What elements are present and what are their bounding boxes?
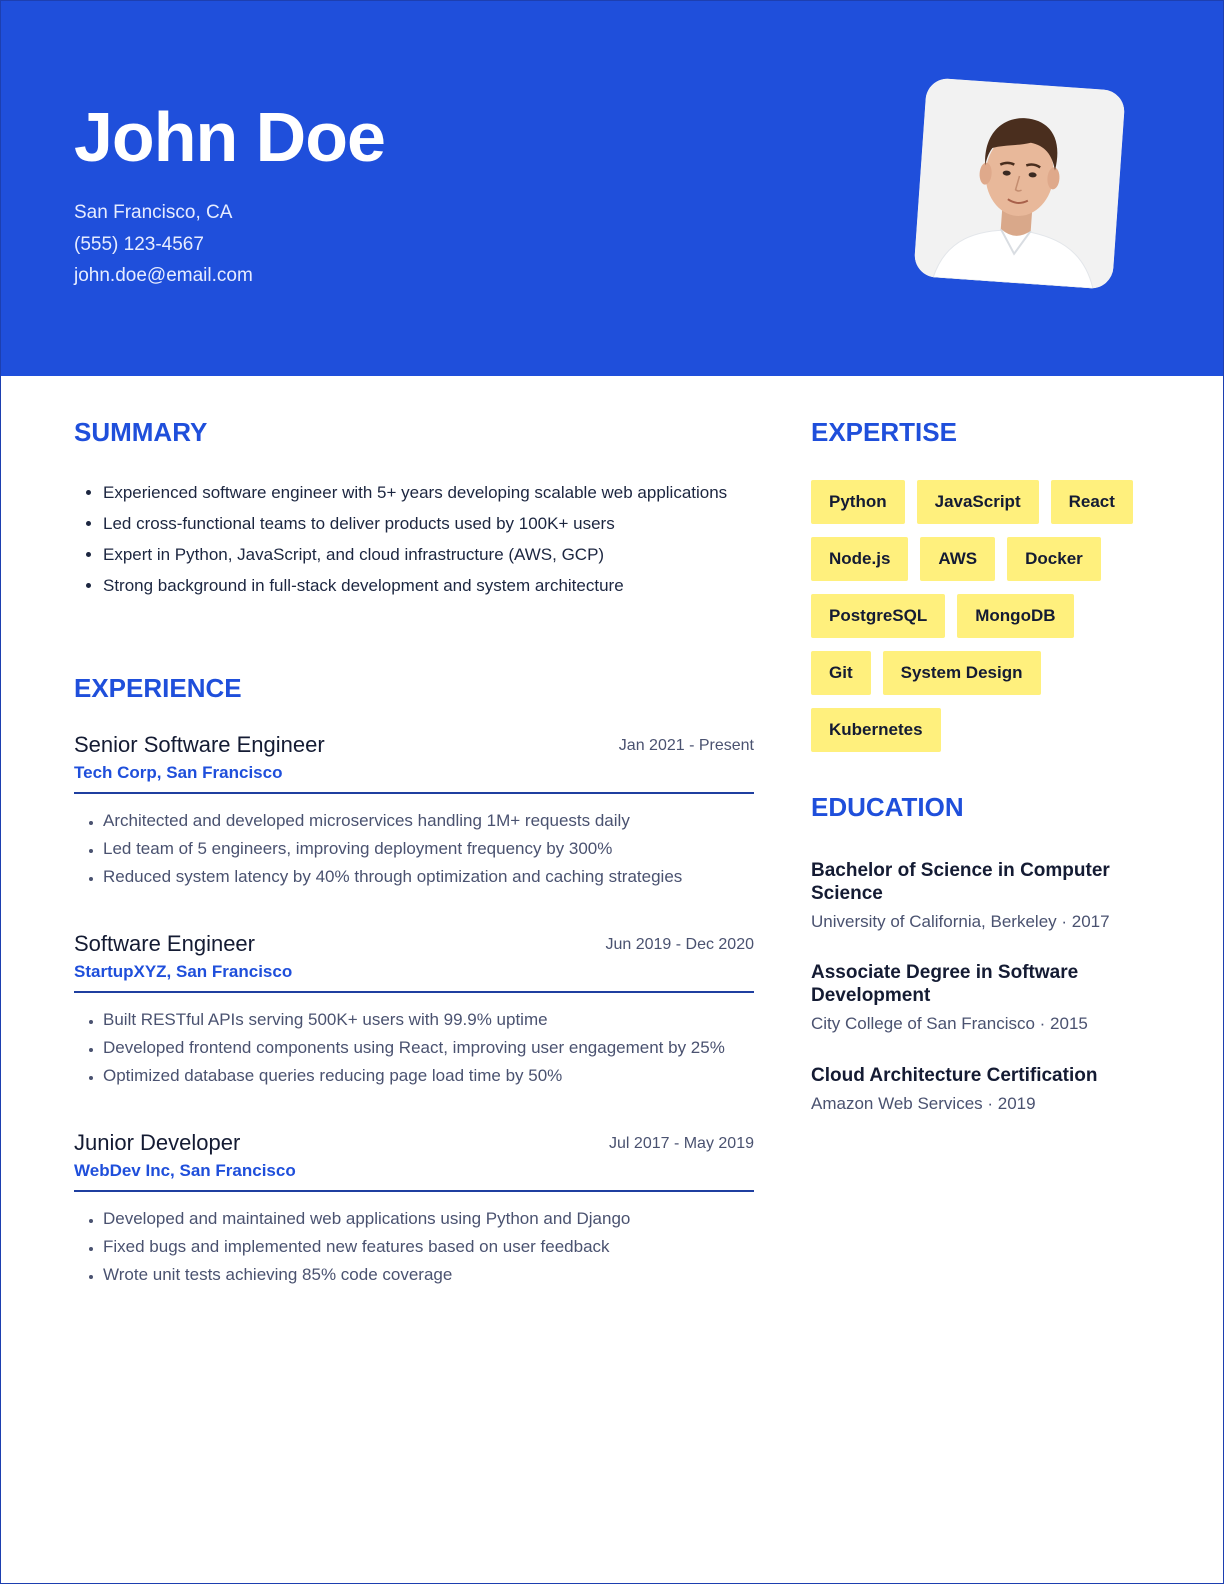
- skill-tag: Git: [811, 651, 871, 695]
- skill-tag: System Design: [883, 651, 1041, 695]
- list-item: • Developed frontend components using React, improving user engagement by 25%: [103, 1034, 754, 1062]
- list-item: • Experienced software engineer with 5+ years developing scalable web applications: [103, 477, 783, 508]
- skill-tag: JavaScript: [917, 480, 1039, 524]
- skill-tag: Docker: [1007, 537, 1101, 581]
- job-dates: Jun 2019 - Dec 2020: [605, 936, 754, 953]
- education-heading: EDUCATION: [811, 792, 964, 822]
- skill-tags: [811, 480, 1171, 765]
- skill-tag: Kubernetes: [811, 708, 941, 752]
- email-text: john.doe@email.com: [74, 265, 253, 286]
- job-title: Software Engineer: [74, 931, 255, 956]
- list-item: • Strong background in full-stack development and system architecture: [103, 570, 783, 601]
- job-dates: Jul 2017 - May 2019: [609, 1135, 754, 1152]
- experience-heading: EXPERIENCE: [74, 673, 242, 703]
- job-entry: [74, 931, 754, 1090]
- degree-title: Associate Degree in Software Development: [811, 962, 1079, 1006]
- summary-list: [74, 477, 783, 601]
- tag-row: [811, 708, 1171, 752]
- list-item: • Expert in Python, JavaScript, and cloud infrastructure (AWS, GCP): [103, 539, 783, 570]
- list-item: • Optimized database queries reducing page load time by 50%: [103, 1062, 754, 1090]
- job-dates: Jan 2021 - Present: [618, 737, 754, 754]
- header-banner: [1, 1, 1223, 376]
- institution-year: City College of San Francisco · 2015: [811, 1014, 1088, 1033]
- location-text: San Francisco, CA: [74, 202, 233, 223]
- job-entry: [74, 732, 754, 891]
- list-item: • Led cross-functional teams to deliver products used by 100K+ users: [103, 508, 783, 539]
- divider: [74, 1190, 754, 1192]
- skill-tag: PostgreSQL: [811, 594, 945, 638]
- profile-photo: [913, 77, 1125, 289]
- job-bullets: [74, 807, 754, 891]
- skill-tag: Node.js: [811, 537, 908, 581]
- education-entry: [811, 961, 1171, 1034]
- list-item: • Fixed bugs and implemented new features based on user feedback: [103, 1233, 754, 1261]
- tag-row: [811, 651, 1171, 695]
- list-item: • Wrote unit tests achieving 85% code coverage: [103, 1261, 754, 1289]
- skill-tag: AWS: [920, 537, 995, 581]
- divider: [74, 792, 754, 794]
- job-company: Tech Corp, San Francisco: [74, 763, 283, 782]
- skill-tag: MongoDB: [957, 594, 1073, 638]
- education-entry: [811, 1064, 1171, 1114]
- list-item: • Led team of 5 engineers, improving deployment frequency by 300%: [103, 835, 754, 863]
- institution-year: University of California, Berkeley · 2017: [811, 912, 1110, 931]
- expertise-heading: EXPERTISE: [811, 417, 957, 447]
- phone-text: (555) 123-4567: [74, 233, 204, 255]
- degree-title: Cloud Architecture Certification: [811, 1065, 1098, 1086]
- education-entry: [811, 859, 1171, 932]
- tag-row: [811, 537, 1171, 581]
- avatar-portrait-icon: [913, 77, 1125, 289]
- institution-year: Amazon Web Services · 2019: [811, 1094, 1036, 1113]
- tag-row: [811, 594, 1171, 638]
- job-company: WebDev Inc, San Francisco: [74, 1161, 296, 1180]
- job-bullets: [74, 1205, 754, 1289]
- job-company: StartupXYZ, San Francisco: [74, 962, 293, 981]
- divider: [74, 991, 754, 993]
- job-title: Senior Software Engineer: [74, 732, 325, 757]
- job-bullets: [74, 1006, 754, 1090]
- skill-tag: Python: [811, 480, 905, 524]
- job-entry: [74, 1130, 754, 1289]
- list-item: • Architected and developed microservices handling 1M+ requests daily: [103, 807, 754, 835]
- skill-tag: React: [1051, 480, 1133, 524]
- summary-heading: SUMMARY: [74, 417, 208, 447]
- degree-title: Bachelor of Science in Computer Science: [811, 860, 1110, 904]
- candidate-name: John Doe: [74, 98, 385, 176]
- list-item: • Reduced system latency by 40% through optimization and caching strategies: [103, 863, 754, 891]
- list-item: • Developed and maintained web applications using Python and Django: [103, 1205, 754, 1233]
- list-item: • Built RESTful APIs serving 500K+ users with 99.9% uptime: [103, 1006, 754, 1034]
- tag-row: [811, 480, 1171, 524]
- contact-info: [74, 197, 253, 292]
- job-title: Junior Developer: [74, 1130, 241, 1155]
